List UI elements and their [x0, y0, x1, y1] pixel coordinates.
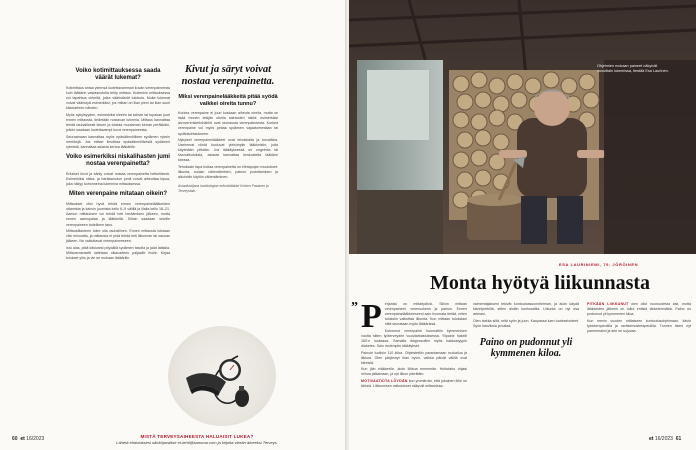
right-column-2	[473, 302, 579, 367]
photo-caption: Ohjelmien mukaan paineet näkyivät vuosittain lukemissa, tiestää Esa Laurinen.	[597, 64, 669, 73]
footer-text: Lähetä ehdotuksesi sähköpostitse et-lehti@sanoma.com ja kirjoita viestin aiheeksi Terveys.	[116, 440, 278, 445]
brand-logo: et	[20, 436, 25, 442]
paragraph	[361, 379, 467, 389]
paragraph: Painoin tuolloin 110 kiloa. Ohjeistettiin parantamaan ruokailua ja liikkua. Olen pärjännyt ihan hyvin, vaikka päivät välillä ovat kiireisiä.	[361, 350, 467, 365]
question-heading: Voiko kotimittauksessa saada väärät lukemat?	[75, 68, 161, 81]
paragraph-text: olen ollut nuoruudesta asti, mutta lääkkeiden jälkeen on tullut entistä tärkeämmäksi. Paino on pudonnut yli kymmenen kiloa.	[587, 302, 691, 317]
pull-quote: Paino on pudonnut yli kymmenen kiloa.	[479, 336, 573, 359]
paragraph: Istu alas, pidä käsivarsi pöydällä sydämen tasolla ja jalat lattialla. Mittausmansetti laitetaan olkavarteen paljaalle iholle. Kirjaa tulokset ylös ja vie ne mukaan lääkärille.	[66, 245, 170, 260]
quote-mark-icon: ”	[351, 300, 358, 315]
issue-number: 16/2023	[26, 436, 45, 442]
page-number-left	[12, 436, 44, 442]
paragraph-text: kun ymmärrän, että jokainen liike on tärkeä. Liikkumisen vaikutukset näkyvät mittareissa.	[361, 378, 468, 388]
paragraph: Kun jäin eläkkeelle, aloin liikkua enemmän. Hoitotaho ohjasi minua jatkamaan, ja nyt liikun päivittäin.	[361, 367, 467, 377]
paragraph: Kun menin vuoden mittaiseen kuntoutusohjelmaan, kävin fysioterapeutilla ja ravitsemusterapeutilla. Tunnen itseni nyt paremmaksi ja arki on sujuvaa.	[587, 318, 691, 333]
paragraph: Mittaustilanteen tulee olla rauhallinen. Ennen mittausta istutaan viisi minuuttia, ja mittausta ei pidä tehdä heti liikunnan tai saunan jälkeen. Ne vaikuttavat verenpaineeseen.	[66, 229, 170, 244]
paragraph: Korkea verenpaine ei juuri koskaan aiheuta oireita, mutta se lisää monen tekijän ohella sairauden riskiä: esimerkiksi aivoverenkiertohäiriöt ovat seurausta verenpaineesta. Korkea verenpaine voi myös johtaa sydämen vajaatoimintaan tai sydänkohtaukseen.	[178, 111, 278, 136]
drop-cap: P	[361, 298, 382, 335]
paragraph: Erilaiset kivut ja särky voivat nostaa verenpainetta hetkellisesti. Esimerkiksi niska- ja hartiaseudun jumit voivat aiheuttaa kipua, joka näkyy kohonneina lukemina mittauksessa.	[66, 171, 170, 187]
section-lead: PITKÄÄN LIIKKUNUT	[587, 302, 629, 306]
question-heading: Miten verenpaine mitataan oikein?	[68, 191, 168, 198]
paragraph: Seuraamaan kannattaa myös epäsäännöllisen sydämen rytmin merkkejä. Jos mittari ilmoittaa epäsäännöllisestä sydämen rytmistä, kannattaa asiasta kertoa lääkärille.	[66, 134, 170, 149]
paragraph: erjantai on mittaripäivä. Silloin mittaan verenpaineet, verensokerin ja painon. Ennen verenpainelääkkeeseeni sain huomata tietää, miten tuloksiin vaikuttaa liikunta. Kun mittaan tuloksiani niitä seurataan myös lääkärissä.	[384, 302, 467, 327]
right-page	[349, 0, 696, 450]
expert-caption: Asiantuntijana kardiologian erikoislääkäri Kristen Pasanen ja Terveystalo.	[178, 184, 269, 193]
paragraph: Mittaukset olisi hyvä tehdä ennen verenpainelääkkeiden ottamista ja kahvin juomista kello 6–9 välillä ja illalla kello 18–21. Aamun mittauksen voi tehdä heti heräämisen jälkeen, mutta ennen aamupalaa ja lääkkeitä. Silloin saadaan selville verenpaineen todellinen taso.	[66, 202, 170, 227]
interviewee-credit: ESA LAURINIEMI, 79, JÖRÖINEN	[559, 262, 639, 267]
paragraph: Kohonnut verenpaine huomattiin kymmenisen vuotta sitten työterveyden vuositarkastuksessa. Ylipaine hakeili 160:n luokassa. Samalla diagnosoitiin myös kakkostyypin diabetes. Sain molempiin lääkitykset.	[361, 328, 467, 349]
paragraph: Kotimittaus antaa yleensä luotettavamman kuvan verenpaineesta kuin lääkärin vastaanotolla tehty mittaus. Kuitenkin mittauksessa voi tapahtua virheitä, jotka vääristävät tuloksia. Muita lukemat voivat vääristyä esimerkiksi, jos mittari on liian pieni tai liian suuri käsivarteen nähden.	[66, 86, 170, 111]
paragraph: Tehokkain tapa hoitaa verenpainetta on elintapojen muutokset: liikunta, suolan vähentäminen, painon pudottaminen ja alkoholin käytön vähentäminen.	[178, 164, 278, 180]
right-column-1	[361, 298, 468, 390]
question-heading: Voiko esimerkiksi niskalihasten jumi nostaa verenpainetta?	[66, 153, 170, 167]
paragraph: valmentajakseni tekivät kuntoutussuunnitelman, ja aloin käydä kävelyretkillä, sitten aloitin kuntosalilla. Liikunta on nyt osa arkeani.	[473, 302, 579, 317]
pull-quote: Kivut ja säryt voivat nostaa verenpainetta.	[181, 64, 275, 87]
left-column-1	[66, 64, 170, 262]
left-page	[0, 0, 347, 450]
blood-pressure-monitor-image	[168, 326, 276, 426]
left-column-2	[178, 64, 278, 193]
section-lead: MOTIVAATIOTA LÖYDÄN	[361, 378, 408, 383]
article-headline: Monta hyötyä liikunnasta	[429, 272, 651, 294]
reader-suggestion-footer	[46, 434, 347, 448]
paragraph	[587, 302, 691, 317]
man-in-woodshed-photo	[349, 0, 696, 254]
paragraph: Myös nykyisyyden, esimerkiksi kiireen tai kahvin tai tupakan juuri ennen mittausta, tiedetään nostavan lukemia. Mittaus kannattaa tehdä rauhallisesti istuen ja toistaa muutaman kerran peräkkäin, jolloin saadaan luotettavampi kuva verenpaineesta.	[66, 112, 170, 133]
footer-title: MISTÄ TERVEYSAIHEESTA HALUAISIT LUKEA?	[140, 434, 254, 439]
paragraph: Nykyiset verenpainelääkkeet ovat tehokkaita ja turvallisia. Useimmat niistä kuuluvat yleisimpiin lääkkeisiin, joita käytetään pitkään. Jos lääkityksessä on ongelmia tai sivuvaikutuksia, asiasta kannattaa keskustella lääkärin kanssa.	[178, 138, 278, 163]
page-number: 61	[675, 436, 682, 442]
issue-number: 16/2023	[654, 436, 673, 442]
right-column-3	[587, 302, 691, 335]
paragraph: Olen tarkka siitä, mitä syön ja juon. Kaupassa luen tuoteselosteet. Syön kasviksia ja kalaa.	[473, 318, 579, 328]
page-number: 60	[12, 436, 18, 442]
question-heading: Miksi verenpainelääkkeitä pitää syödä vaikkei oireita tunnu?	[178, 94, 278, 107]
woodshed-scene-illustration	[349, 0, 696, 254]
blood-pressure-monitor-icon	[168, 326, 276, 426]
brand-logo: et	[649, 436, 654, 442]
page-number-right	[649, 436, 681, 442]
